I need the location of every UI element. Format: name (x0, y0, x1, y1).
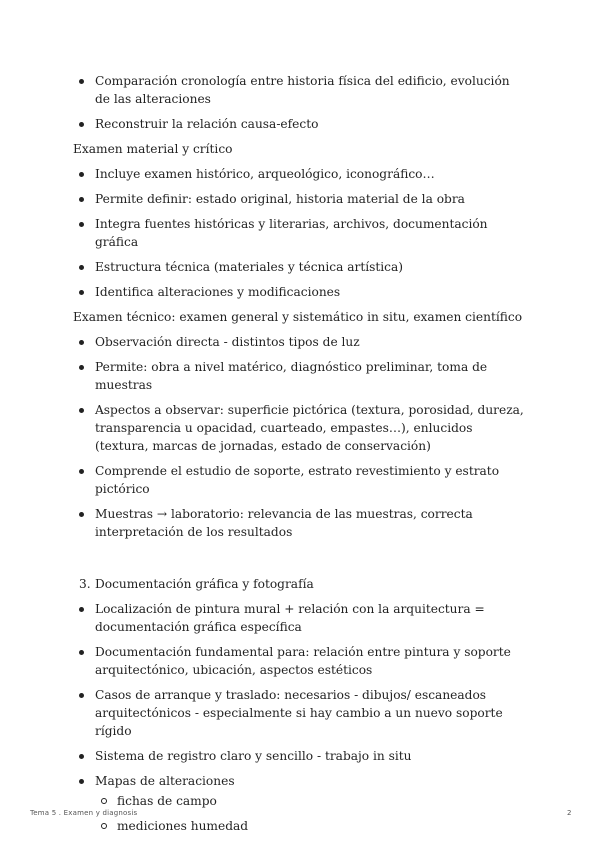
list-item: Estructura técnica (materiales y técnica artística) (73, 258, 528, 276)
page-number: 2 (567, 809, 572, 817)
numbered-heading-3 (73, 575, 528, 593)
list-item: Reconstruir la relación causa-efecto (73, 115, 528, 133)
list-item: Permite: obra a nivel matérico, diagnóstico preliminar, toma de muestras (73, 358, 528, 394)
list-item: Identifica alteraciones y modificaciones (73, 283, 528, 301)
list-item: Comparación cronología entre historia física del edificio, evolución de las alteraciones (73, 72, 528, 108)
bullet-list-tecnico (73, 333, 528, 541)
section-heading-tecnico: Examen técnico: examen general y sistemático in situ, examen científico (73, 310, 523, 324)
list-item: Localización de pintura mural + relación con la arquitectura = documentación gráfica específica (73, 600, 528, 636)
list-item: Muestras → laboratorio: relevancia de las muestras, correcta interpretación de los resultados (73, 505, 528, 541)
sub-list-item: mediciones humedad (95, 817, 528, 835)
list-item: Integra fuentes históricas y literarias, archivos, documentación gráfica (73, 215, 528, 251)
section-heading-material: Examen material y crítico (73, 142, 233, 156)
list-item: Comprende el estudio de soporte, estrato revestimiento y estrato pictórico (73, 462, 528, 498)
list-item-mapas (73, 772, 528, 835)
sub-list-item: fichas de campo (95, 792, 528, 810)
list-item: Permite definir: estado original, historia material de la obra (73, 190, 528, 208)
list-item: Observación directa - distintos tipos de luz (73, 333, 528, 351)
list-item: Casos de arranque y traslado: necesarios - dibujos/ escaneados arquitectónicos - especialmente si hay cambio a un nuevo soporte rígido (73, 686, 528, 740)
bullet-list-documentacion (73, 600, 528, 835)
list-item: Aspectos a observar: superficie pictórica (textura, porosidad, dureza, transparencia u opacidad, cuarteado, empastes…), enlucidos (textura, marcas de jornadas, estado de conservación) (73, 401, 528, 455)
page-content (73, 72, 528, 842)
section-title: Documentación gráfica y fotografía (95, 577, 314, 591)
list-item: Sistema de registro claro y sencillo - trabajo in situ (73, 747, 528, 765)
footer-title: Tema 5 . Examen y diagnosis (30, 809, 138, 817)
bullet-list-intro (73, 72, 528, 133)
section-number: 3. (79, 577, 91, 591)
bullet-list-material (73, 165, 528, 301)
list-item: Incluye examen histórico, arqueológico, iconográfico… (73, 165, 528, 183)
list-item: Documentación fundamental para: relación entre pintura y soporte arquitectónico, ubicación, aspectos estéticos (73, 643, 528, 679)
list-item-label: Mapas de alteraciones (95, 774, 235, 788)
sub-list (95, 792, 528, 835)
